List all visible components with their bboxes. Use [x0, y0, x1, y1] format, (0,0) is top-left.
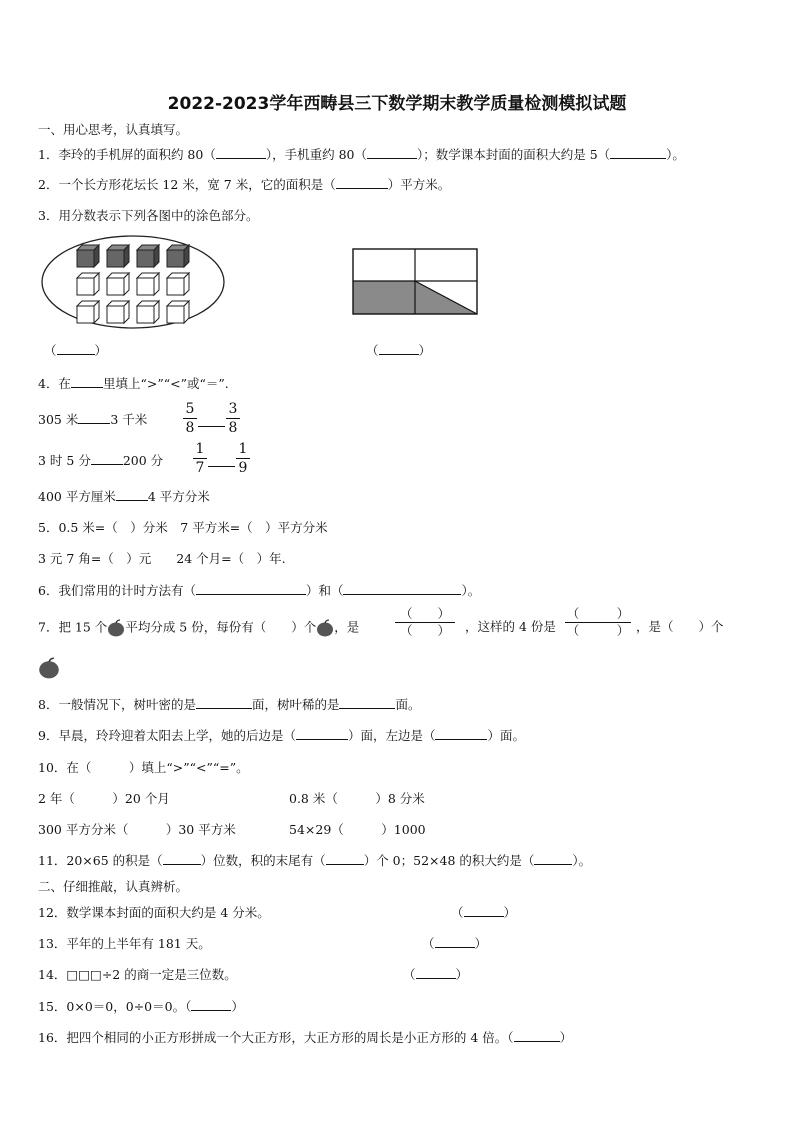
question-16: 16．把四个相同的小正方形拼成一个大正方形，大正方形的周长是小正方形的 4 倍。（ ）	[38, 1030, 573, 1045]
q16-blank[interactable]	[514, 1030, 560, 1042]
numerator: 1	[195, 441, 205, 457]
q15-blank[interactable]	[191, 999, 231, 1011]
ellipse-outline	[42, 236, 224, 328]
q4-text-a: 4．在	[38, 376, 71, 391]
numerator: 5	[185, 401, 195, 417]
q4-r1-blank[interactable]	[78, 412, 110, 424]
q3-blank-right[interactable]	[379, 343, 419, 355]
q9-blank-2[interactable]	[435, 728, 487, 740]
q9-text-a: 9．早晨，玲玲迎着太阳去上学，她的后边是（	[38, 728, 296, 743]
q1-text-a: 1．李玲的手机屏的面积约 80（	[38, 147, 216, 162]
cube	[137, 301, 159, 323]
question-10: 10．在（ ）填上“>”“<”“=”。	[38, 760, 249, 775]
q7-text-a: 7．把 15 个	[38, 619, 108, 635]
paren-open: （	[44, 343, 57, 358]
q6-blank-1[interactable]	[196, 583, 306, 595]
section-1-heading: 一、用心思考，认真填写。	[38, 122, 189, 137]
q1-blank-3[interactable]	[610, 147, 666, 159]
q14-answer: （ ）	[403, 967, 469, 982]
q7-text-e: ，是（ ）个	[636, 619, 724, 634]
q4-r2-blank[interactable]	[91, 453, 123, 465]
rectangle-figure	[351, 248, 481, 316]
q8-blank-2[interactable]	[339, 697, 395, 709]
q2-text-b: ）平方米。	[387, 177, 451, 192]
q7-frac1-denominator: （ ）	[399, 623, 451, 638]
cube	[137, 273, 159, 295]
q7-frac1-numerator: （ ）	[399, 606, 451, 621]
q4-frac-blank-2[interactable]	[208, 466, 235, 467]
q8-text-c: 面。	[395, 697, 421, 712]
shaded-part-left	[353, 281, 415, 314]
question-4	[38, 376, 229, 392]
q14-blank[interactable]	[416, 967, 456, 979]
cube	[77, 301, 99, 323]
question-13: 13．平年的上半年有 181 天。	[38, 936, 211, 951]
q7-frac2-numerator: （ ）	[566, 606, 630, 621]
fraction-5-8	[183, 400, 197, 437]
shaded-cube	[167, 245, 189, 267]
shaded-cube	[77, 245, 99, 267]
cube	[107, 301, 129, 323]
q4-r2-right: 200 分	[122, 453, 164, 468]
cube-group-figure	[40, 234, 226, 330]
q13-blank[interactable]	[435, 936, 475, 948]
apple-icon	[38, 657, 60, 679]
q2-blank[interactable]	[336, 177, 388, 189]
q1-text-b: ），手机重约 80（	[265, 147, 367, 162]
q11-text-a: 11．20×65 的积是（	[38, 853, 163, 868]
q11-blank-1[interactable]	[163, 853, 201, 865]
q4-r1-right: 3 千米	[110, 412, 148, 427]
q7-fraction-blank-1[interactable]	[395, 606, 455, 639]
q1-blank-2[interactable]	[367, 147, 417, 159]
denominator: 8	[228, 420, 238, 436]
q8-text-b: 面，树叶稀的是	[251, 697, 340, 712]
question-9	[38, 728, 525, 744]
q10-item-3: 300 平方分米（ ）30 平方米	[38, 822, 236, 837]
cube	[77, 273, 99, 295]
q12-answer: （ ）	[451, 905, 517, 920]
q1-blank-1[interactable]	[216, 147, 266, 159]
q1-text-c: ）；数学课本封面的面积大约是 5（	[416, 147, 611, 162]
q6-text-b: ）和（	[305, 583, 344, 598]
q16-text: 16．把四个相同的小正方形拼成一个大正方形，大正方形的周长是小正方形的 4 倍。（	[38, 1030, 514, 1045]
q4-blank	[71, 376, 103, 388]
question-5-row-2: 3 元 7 角=（ ）元 24 个月=（ ）年.	[38, 551, 286, 566]
q9-text-b: ）面，左边是（	[347, 728, 436, 743]
q4-r3-blank[interactable]	[116, 489, 148, 501]
question-7	[38, 619, 359, 637]
question-1	[38, 147, 685, 163]
question-11	[38, 853, 591, 869]
q2-text-a: 2．一个长方形花坛长 12 米，宽 7 米，它的面积是（	[38, 177, 336, 192]
q11-text-b: ）位数，积的末尾有（	[200, 853, 326, 868]
q6-text-a: 6．我们常用的计时方法有（	[38, 583, 196, 598]
numerator: 1	[238, 441, 248, 457]
q12-blank[interactable]	[464, 905, 504, 917]
q6-text-c: ）。	[461, 583, 481, 598]
q13-answer: （ ）	[422, 936, 488, 951]
paren-close: ）	[418, 343, 432, 358]
q9-blank-1[interactable]	[296, 728, 348, 740]
question-14: 14．□□□÷2 的商一定是三位数。	[38, 967, 237, 982]
question-15: 15．0×0＝0，0÷0＝0。（ ）	[38, 999, 244, 1014]
question-5-row-1: 5．0.5 米=（ ）分米 7 平方米=（ ）平方分米	[38, 520, 328, 535]
q4-text-b: 里填上“>”“<”或“＝”.	[102, 376, 229, 391]
question-8	[38, 697, 421, 713]
q4-r3-left: 400 平方厘米	[38, 489, 116, 504]
numerator: 3	[228, 401, 238, 417]
q9-text-c: ）面。	[487, 728, 525, 743]
q4-row-3	[38, 489, 210, 505]
q11-blank-3[interactable]	[534, 853, 572, 865]
q7-text-c: ，是	[334, 619, 360, 635]
q10-item-2: 0.8 米（ ）8 分米	[289, 791, 425, 806]
q10-item-1: 2 年（ ）20 个月	[38, 791, 170, 806]
apple-icon	[107, 619, 125, 637]
q6-blank-2[interactable]	[343, 583, 461, 595]
section-2-heading: 二、仔细推敲，认真辨析。	[38, 879, 189, 894]
q7-text-b: 平均分成 5 份，每份有（ ）个	[125, 619, 317, 635]
q11-text-d: ）。	[572, 853, 592, 868]
q10-item-4: 54×29（ ）1000	[289, 822, 426, 837]
fraction-1-7	[193, 440, 207, 477]
q7-fraction-blank-2[interactable]	[565, 606, 631, 639]
q4-row-2	[38, 453, 163, 469]
q3-answer-right	[366, 343, 431, 359]
q8-text-a: 8．一般情况下，树叶密的是	[38, 697, 196, 712]
q3-blank-left[interactable]	[57, 343, 95, 355]
q4-r2-left: 3 时 5 分	[38, 453, 91, 468]
q4-row-1	[38, 412, 147, 428]
fraction-3-8	[226, 400, 240, 437]
shaded-cube	[137, 245, 159, 267]
apple-icon	[316, 619, 334, 637]
q7-frac2-denominator: （ ）	[566, 623, 630, 638]
q4-r1-left: 305 米	[38, 412, 79, 427]
denominator: 8	[185, 420, 195, 436]
paren-close: ）	[94, 343, 108, 358]
question-12: 12．数学课本封面的面积大约是 4 分米。	[38, 905, 270, 920]
q11-blank-2[interactable]	[326, 853, 364, 865]
q11-text-c: ）个 0；52×48 的积大约是（	[363, 853, 535, 868]
q8-blank-1[interactable]	[196, 697, 252, 709]
question-6	[38, 583, 480, 599]
denominator: 7	[195, 460, 205, 476]
cube	[167, 301, 189, 323]
shaded-cube	[107, 245, 129, 267]
question-2	[38, 177, 450, 193]
q7-text-d: ，这样的 4 份是	[465, 619, 556, 634]
cube	[107, 273, 129, 295]
q4-frac-blank-1[interactable]	[198, 426, 225, 427]
q15-text: 15．0×0＝0，0÷0＝0。（	[38, 999, 192, 1014]
denominator: 9	[238, 460, 248, 476]
q1-text-d: ）。	[666, 147, 685, 162]
cube	[167, 273, 189, 295]
paren-open: （	[366, 343, 379, 358]
q4-r3-right: 4 平方分米	[147, 489, 210, 504]
q3-answer-left	[44, 343, 107, 359]
question-3: 3．用分数表示下列各图中的涂色部分。	[38, 208, 259, 223]
page-title: 2022-2023学年西畴县三下数学期末教学质量检测模拟试题	[167, 94, 627, 114]
fraction-1-9	[236, 440, 250, 477]
